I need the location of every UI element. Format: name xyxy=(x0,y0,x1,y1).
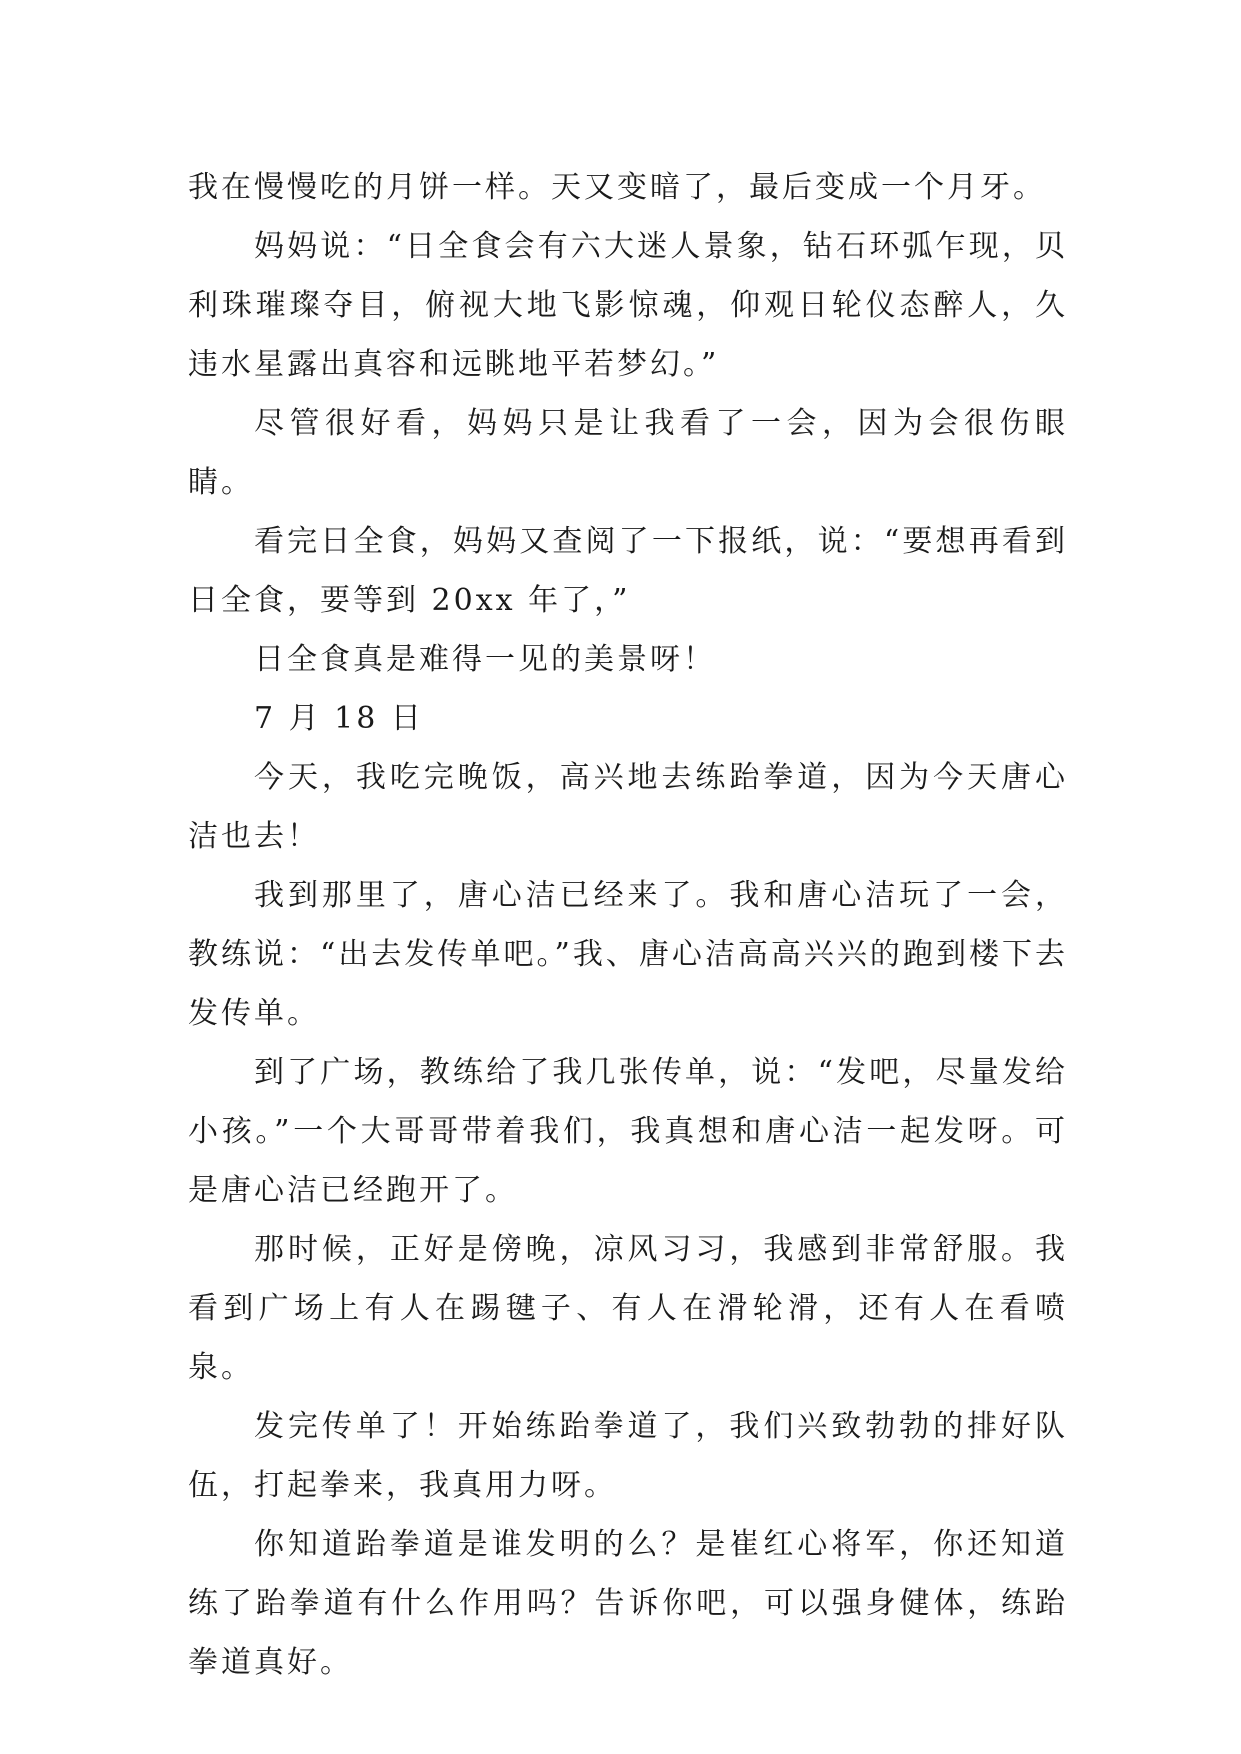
paragraph: 到了广场，教练给了我几张传单，说：“发吧，尽量发给小孩。”一个大哥哥带着我们，我真想和唐心洁一起发呀。可是唐心洁已经跑开了。 xyxy=(188,1055,1068,1208)
paragraph: 尽管很好看，妈妈只是让我看了一会，因为会很伤眼睛。 xyxy=(188,406,1068,500)
paragraph: 那时候，正好是傍晚，凉风习习，我感到非常舒服。我看到广场上有人在踢毽子、有人在滑轮滑，还有人在看喷泉。 xyxy=(188,1232,1068,1385)
document-body xyxy=(188,158,1068,1692)
paragraph: 妈妈说：“日全食会有六大迷人景象，钻石环弧乍现，贝利珠璀璨夺目，俯视大地飞影惊魂，仰观日轮仪态醉人，久违水星露出真容和远眺地平若梦幻。” xyxy=(188,229,1068,382)
paragraph: 日全食真是难得一见的美景呀！ xyxy=(254,642,716,677)
paragraph: 今天，我吃完晚饭，高兴地去练跆拳道，因为今天唐心洁也去！ xyxy=(188,760,1068,854)
paragraph: 发完传单了！开始练跆拳道了，我们兴致勃勃的排好队伍，打起拳来，我真用力呀。 xyxy=(188,1409,1068,1503)
date-heading: 7 月 18 日 xyxy=(254,701,424,736)
paragraph: 我在慢慢吃的月饼一样。天又变暗了，最后变成一个月牙。 xyxy=(188,170,1046,205)
paragraph: 看完日全食，妈妈又查阅了一下报纸，说：“要想再看到日全食，要等到 20xx 年了，” xyxy=(188,524,1068,618)
paragraph: 我到那里了，唐心洁已经来了。我和唐心洁玩了一会，教练说：“出去发传单吧。”我、唐心洁高高兴兴的跑到楼下去发传单。 xyxy=(188,878,1068,1031)
paragraph: 你知道跆拳道是谁发明的么？是崔红心将军，你还知道练了跆拳道有什么作用吗？告诉你吧，可以强身健体，练跆拳道真好。 xyxy=(188,1527,1068,1680)
